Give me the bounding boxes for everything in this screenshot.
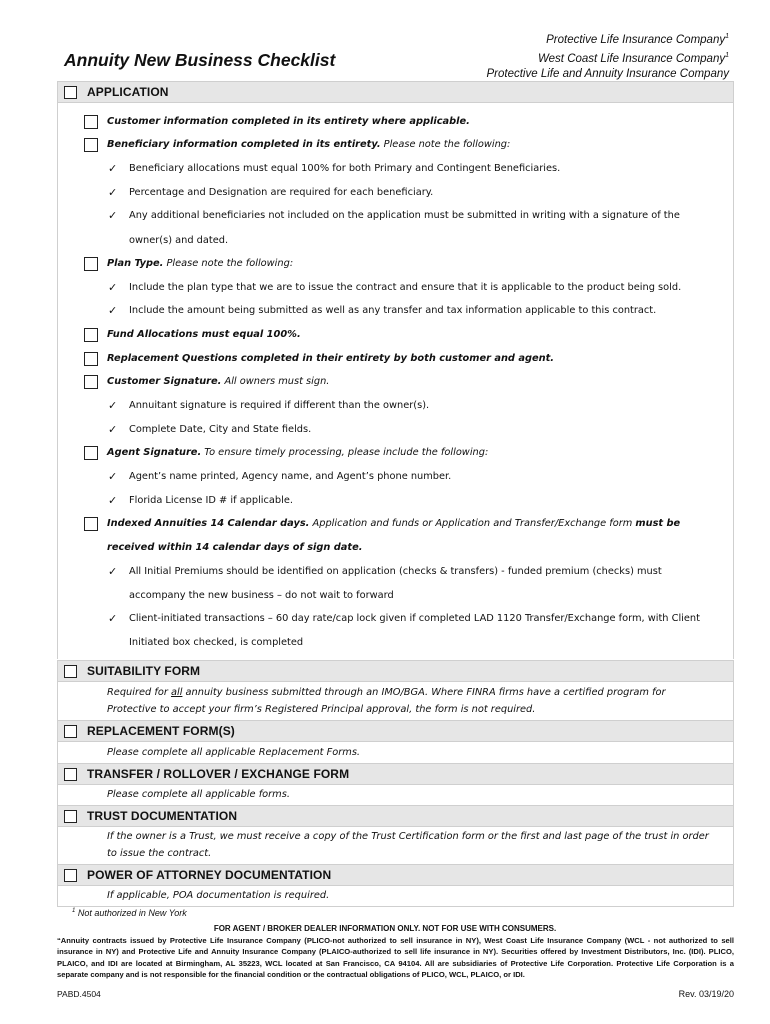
section-suitability xyxy=(57,660,734,682)
bullet-continuation: accompany the new business – do not wait to forward xyxy=(129,590,394,601)
item-checkbox[interactable] xyxy=(84,375,98,389)
section-checkbox[interactable] xyxy=(64,810,77,823)
section-note: Protective to accept your firm’s Registered Principal approval, the form is not required. xyxy=(107,704,536,715)
item-checkbox[interactable] xyxy=(84,257,98,271)
legal-disclaimer: “Annuity contracts issued by Protective Life Insurance Company (PLICO-not authorized to sell insurance in NY), West Coast Life Insurance Company (WCL - not authorized to sell insurance in NY) and Protective Life and Annuity Insurance Company (PLAICO-authorized to sell life insurance in NY). Securities offered by Investment Distributors, Inc. (IDI). PLICO, PLAICO, and IDI are located at Birmingham, AL 35223, WCL located at San Francisco, CA 94104. All are subsidiaries of Protective Life Corporation. Protective Life Corporation is a separate company and is not responsible for the financial condition or the contractual obligations of PLICO, WCL, PLAICO, or IDI. xyxy=(57,936,734,980)
bullet-continuation: owner(s) and dated. xyxy=(129,235,229,246)
disclaimer-heading: FOR AGENT / BROKER DEALER INFORMATION ONLY. NOT FOR USE WITH CONSUMERS. xyxy=(213,924,557,933)
form-id: PABD.4504 xyxy=(57,989,101,999)
check-icon: ✓ xyxy=(108,494,118,507)
section-label: TRUST DOCUMENTATION xyxy=(87,809,238,823)
bullet-continuation: Initiated box checked, is completed xyxy=(129,637,304,648)
check-icon: ✓ xyxy=(108,209,118,222)
item-checkbox[interactable] xyxy=(84,446,98,460)
check-icon: ✓ xyxy=(108,304,118,317)
check-icon: ✓ xyxy=(108,399,118,412)
company-name: Protective Life and Annuity Insurance Company xyxy=(486,67,729,80)
check-icon: ✓ xyxy=(108,281,118,294)
company-name: West Coast Life Insurance Company$^1$ xyxy=(538,51,729,65)
section-transfer xyxy=(57,763,734,785)
check-icon: ✓ xyxy=(108,470,118,483)
check-icon: ✓ xyxy=(108,423,118,436)
section-checkbox[interactable] xyxy=(64,86,77,99)
section-label: REPLACEMENT FORM(S) xyxy=(87,724,235,738)
section-note: If the owner is a Trust, we must receive a copy of the Trust Certification form or the first and last page of the trust in order xyxy=(107,831,709,842)
revision-date: Rev. 03/19/20 xyxy=(678,989,734,999)
section-label: SUITABILITY FORM xyxy=(87,664,201,678)
company-name: Protective Life Insurance Company$^1$ xyxy=(546,33,729,46)
section-poa xyxy=(57,864,734,886)
section-application xyxy=(57,81,734,103)
section-note: to issue the contract. xyxy=(107,848,212,859)
check-icon: ✓ xyxy=(108,565,118,578)
check-icon: ✓ xyxy=(108,612,118,625)
item-checkbox[interactable] xyxy=(84,517,98,531)
section-checkbox[interactable] xyxy=(64,665,77,678)
section-note: Please complete all applicable Replacement Forms. xyxy=(107,747,361,758)
item-checkbox[interactable] xyxy=(84,115,98,129)
item-checkbox[interactable] xyxy=(84,138,98,152)
item-checkbox[interactable] xyxy=(84,328,98,342)
item-checkbox[interactable] xyxy=(84,352,98,366)
footnote: $^1$ Not authorized in New York xyxy=(72,908,187,918)
section-note: Please complete all applicable forms. xyxy=(107,789,290,800)
check-icon: ✓ xyxy=(108,186,118,199)
company-list xyxy=(487,29,730,82)
section-label: TRANSFER / ROLLOVER / EXCHANGE FORM xyxy=(87,767,350,781)
section-replacement xyxy=(57,720,734,742)
page-title: Annuity New Business Checklist xyxy=(64,50,336,70)
section-trust xyxy=(57,805,734,827)
check-icon: ✓ xyxy=(108,162,118,175)
section-checkbox[interactable] xyxy=(64,725,77,738)
section-note: Required for all annuity business submitted through an IMO/BGA. Where FINRA firms have a certified program for xyxy=(107,687,666,698)
section-label: POWER OF ATTORNEY DOCUMENTATION xyxy=(87,868,332,882)
section-checkbox[interactable] xyxy=(64,768,77,781)
section-checkbox[interactable] xyxy=(64,869,77,882)
section-note: If applicable, POA documentation is required. xyxy=(107,890,330,901)
section-label: APPLICATION xyxy=(87,85,169,99)
